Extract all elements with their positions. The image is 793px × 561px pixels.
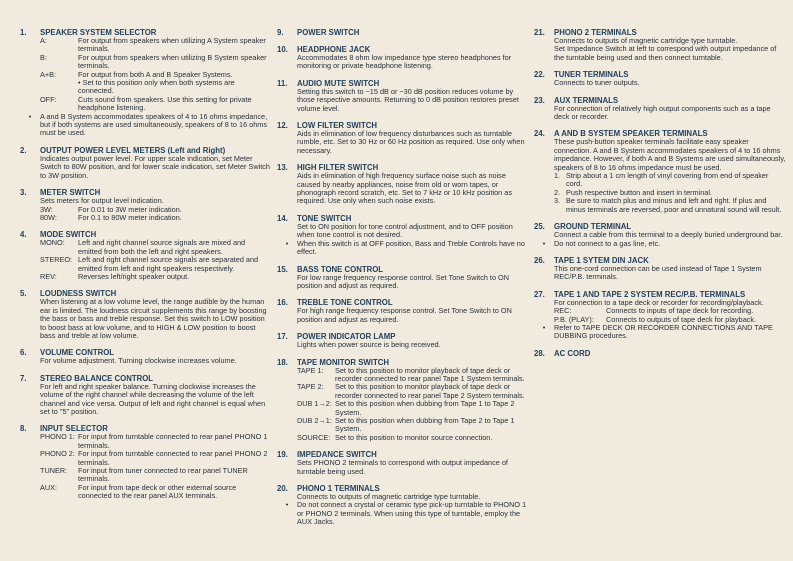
manual-section bbox=[20, 146, 270, 180]
section-heading bbox=[534, 349, 786, 358]
manual-section bbox=[534, 256, 786, 282]
note-text: Refer to TAPE DECK OR RECORDER CONNECTIONS AND TAPE DUBBING procedures. bbox=[554, 322, 773, 341]
section-body bbox=[277, 493, 527, 527]
manual-section bbox=[277, 332, 527, 349]
section-title: POWER INDICATOR LAMP bbox=[297, 332, 396, 342]
manual-section bbox=[277, 121, 527, 155]
section-number: 24. bbox=[534, 129, 545, 139]
section-body bbox=[277, 459, 527, 476]
section-number: 20. bbox=[277, 484, 288, 493]
manual-section bbox=[277, 484, 527, 527]
section-text: Set to ON position for tone control adjustment, and to OFF position when tone control is not desired. bbox=[297, 221, 513, 240]
setting-entry bbox=[40, 54, 270, 71]
section-text: For low range frequency response control. Set Tone Switch to ON position and adjust as required. bbox=[297, 272, 509, 290]
setting-desc: Connects to outputs of tape deck for playback. bbox=[606, 314, 757, 324]
section-body bbox=[277, 130, 527, 155]
bullet-mark: • bbox=[28, 111, 32, 121]
setting-key: B: bbox=[40, 52, 47, 62]
section-text: Accommodates 8 ohm low impedance type stereo headphones for monitoring or private headphone listening. bbox=[297, 53, 512, 71]
bullet-mark: • bbox=[542, 322, 546, 332]
section-text: For volume adjustment. Turning clockwise increases volume. bbox=[40, 356, 237, 366]
section-title: LOW FILTER SWITCH bbox=[297, 121, 377, 131]
manual-section bbox=[277, 163, 527, 206]
setting-desc: Set to this position to monitor source connection. bbox=[335, 432, 493, 442]
section-body bbox=[277, 367, 527, 443]
section-number: 19. bbox=[277, 450, 288, 460]
setting-desc: For input from turntable connected to rear panel PHONO 2 terminals. bbox=[78, 449, 268, 467]
section-title: TUNER TERMINALS bbox=[554, 70, 629, 80]
section-title: GROUND TERMINAL bbox=[554, 222, 632, 232]
setting-key: TUNER: bbox=[40, 466, 68, 476]
setting-key: DUB 2→1: bbox=[297, 415, 332, 425]
section-number: 9. bbox=[277, 28, 284, 37]
setting-entry bbox=[40, 96, 270, 113]
setting-entry bbox=[40, 239, 270, 256]
setting-desc: Set to this position to monitor playback of tape deck or recorder connected to rear panel Tape 1 System terminals. bbox=[335, 365, 525, 383]
setting-desc: For input from tape deck or other external source connected to the rear panel AUX terminals. bbox=[78, 482, 237, 501]
setting-key: A: bbox=[40, 36, 47, 45]
setting-entry bbox=[40, 79, 270, 96]
manual-section bbox=[534, 96, 786, 122]
section-text: For connection of relatively high output components such as a tape deck or recorder. bbox=[554, 103, 771, 122]
setting-desc: For output from speakers when utilizing B System speaker terminals. bbox=[78, 52, 267, 71]
section-body bbox=[534, 138, 786, 214]
section-title: LOUDNESS SWITCH bbox=[40, 289, 117, 299]
setting-desc: Left and right channel source signals are separated and emitted from left and right speakers respectively. bbox=[78, 255, 259, 273]
note-text: Do not connect a crystal or ceramic type pick-up turntable to PHONO 1 or PHONO 2 terminals. When using this type of turntable, employ the AUX Jacks. bbox=[297, 500, 527, 527]
setting-key: MONO: bbox=[40, 238, 65, 248]
section-heading bbox=[277, 28, 527, 37]
column-3 bbox=[534, 28, 786, 366]
section-number: 12. bbox=[277, 121, 288, 131]
note-item bbox=[534, 240, 786, 248]
manual-section bbox=[277, 298, 527, 324]
manual-section bbox=[277, 79, 527, 113]
setting-key: PHONO 1: bbox=[40, 432, 75, 442]
setting-entry bbox=[40, 214, 270, 222]
section-title: VOLUME CONTROL bbox=[40, 348, 115, 358]
section-title: BASS TONE CONTROL bbox=[297, 264, 384, 274]
setting-desc: Connects to inputs of tape deck for recording. bbox=[606, 306, 754, 316]
section-title: AUDIO MUTE SWITCH bbox=[297, 78, 380, 88]
setting-entry bbox=[40, 37, 270, 54]
section-body bbox=[20, 239, 270, 281]
section-number: 26. bbox=[534, 255, 545, 265]
manual-section bbox=[277, 45, 527, 71]
setting-desc: Set to this position to monitor playback of tape deck or recorder connected to rear panel Tape 2 System terminals. bbox=[335, 382, 525, 400]
section-number: 21. bbox=[534, 28, 545, 37]
manual-section bbox=[277, 450, 527, 476]
section-title: INPUT SELECTOR bbox=[40, 424, 108, 434]
note-text: When this switch is at OFF position, Bass and Treble Controls have no effect. bbox=[297, 238, 525, 257]
manual-section bbox=[277, 265, 527, 291]
section-number: 10. bbox=[277, 45, 288, 54]
setting-key: STEREO: bbox=[40, 255, 73, 265]
section-text: Connects to outputs of magnetic cartridge type turntable. bbox=[554, 36, 738, 45]
setting-desc: For input from tuner connected to rear panel TUNER terminals. bbox=[78, 466, 248, 484]
setting-entry bbox=[297, 400, 527, 417]
section-number: 7. bbox=[20, 373, 27, 383]
bullet-mark: • bbox=[542, 238, 546, 248]
setting-entry bbox=[297, 434, 527, 442]
section-body bbox=[534, 105, 786, 122]
section-text: Setting this switch to −15 dB or −30 dB position reduces volume by those respective amounts. Returning to 0 dB position restores preset volume level. bbox=[297, 86, 519, 113]
step-number: 2. bbox=[554, 187, 561, 197]
section-number: 28. bbox=[534, 348, 545, 358]
setting-key: PHONO 2: bbox=[40, 449, 75, 459]
manual-section bbox=[534, 129, 786, 214]
section-text: Aids in elimination of high frequency surface noise such as noise caused by nearby appliances, noise from old or worn tapes, or phonograph record scratch, etc. Set to 7 kHz or 10 kHz position as required. Use only when such noise exists. bbox=[297, 171, 512, 206]
setting-key: P.B. (PLAY): bbox=[554, 314, 594, 324]
setting-desc: Set to this position when dubbing from Tape 2 to Tape 1 System. bbox=[335, 415, 515, 434]
section-title: TONE SWITCH bbox=[297, 213, 352, 223]
setting-key: AUX: bbox=[40, 482, 58, 492]
section-number: 1. bbox=[20, 28, 27, 37]
setting-key: DUB 1→2: bbox=[297, 399, 332, 409]
setting-key bbox=[40, 79, 78, 96]
setting-key: 80W: bbox=[40, 212, 57, 222]
section-title: STEREO BALANCE CONTROL bbox=[40, 373, 154, 383]
section-number: 15. bbox=[277, 264, 288, 274]
bullet-mark: • bbox=[285, 500, 289, 510]
step-text: Push respective button and insert in terminal. bbox=[566, 187, 713, 197]
manual-section bbox=[20, 188, 270, 222]
section-body bbox=[277, 172, 527, 206]
manual-section bbox=[20, 230, 270, 281]
section-title: TAPE 1 AND TAPE 2 SYSTEM REC/P.B. TERMINALS bbox=[554, 289, 746, 299]
section-body bbox=[277, 54, 527, 71]
setting-desc: For output from speakers when utilizing A System speaker terminals. bbox=[78, 36, 266, 54]
section-title: TREBLE TONE CONTROL bbox=[297, 298, 393, 308]
manual-section bbox=[20, 28, 270, 138]
section-text: When listening at a low volume level, the range audible by the human ear is limited. The loudness circuit supplements this range by boosting the bass or bass and treble response. Set this switch to LOW position to boost bass at low volume, and to HIGH & LOW position to boost bass and treble at low volume. bbox=[40, 297, 267, 340]
section-body bbox=[277, 223, 527, 257]
section-title: PHONO 2 TERMINALS bbox=[554, 28, 637, 37]
note-item bbox=[277, 501, 527, 526]
section-body bbox=[20, 155, 270, 180]
note-item bbox=[277, 240, 527, 257]
section-title: POWER SWITCH bbox=[297, 28, 360, 37]
manual-section bbox=[534, 349, 786, 358]
bullet-mark: • bbox=[285, 238, 289, 248]
section-title: MODE SWITCH bbox=[40, 230, 97, 240]
step-number: 3. bbox=[554, 196, 561, 206]
section-number: 5. bbox=[20, 289, 27, 299]
setting-key: TAPE 2: bbox=[297, 382, 324, 392]
manual-section bbox=[534, 70, 786, 87]
setting-entry bbox=[40, 467, 270, 484]
section-text: This one-cord connection can be used instead of Tape 1 System REC/P.B. terminals. bbox=[554, 263, 762, 282]
section-title: TAPE 1 SYTEM DIN JACK bbox=[554, 255, 649, 265]
section-title: IMPEDANCE SWITCH bbox=[297, 450, 377, 460]
section-title: PHONO 1 TERMINALS bbox=[297, 484, 380, 493]
section-number: 2. bbox=[20, 145, 27, 155]
section-body bbox=[534, 265, 786, 282]
setting-key: A+B: bbox=[40, 69, 57, 79]
setting-key: SOURCE: bbox=[297, 432, 331, 442]
setting-desc: For 0.01 to 3W meter indication. bbox=[78, 204, 182, 214]
section-body bbox=[20, 383, 270, 417]
manual-section bbox=[534, 290, 786, 341]
note-text: A and B System accommodates speakers of 4 to 16 ohms impedance, but if both systems are used simultaneously, speakers of 8 to 16 ohms must be used. bbox=[40, 111, 268, 138]
section-number: 8. bbox=[20, 424, 27, 434]
section-number: 14. bbox=[277, 213, 288, 223]
manual-section bbox=[534, 222, 786, 248]
column-2 bbox=[277, 28, 527, 535]
setting-desc: For input from turntable connected to rear panel PHONO 1 terminals. bbox=[78, 432, 268, 450]
section-text: Set Impedance Switch at left to correspond with output impedance of the turntable being used and then connect turntable. bbox=[554, 44, 777, 62]
setting-key: REV: bbox=[40, 271, 57, 281]
section-number: 27. bbox=[534, 289, 545, 299]
section-body bbox=[20, 37, 270, 138]
setting-entry bbox=[297, 383, 527, 400]
section-title: SPEAKER SYSTEM SELECTOR bbox=[40, 28, 157, 37]
setting-entry bbox=[297, 417, 527, 434]
step-text: Be sure to match plus and minus and left and right. If plus and minus terminals are reversed, poor and unnatural sound will result. bbox=[566, 196, 782, 214]
setting-key: TAPE 1: bbox=[297, 365, 324, 375]
section-title: HEADPHONE JACK bbox=[297, 45, 371, 54]
section-body bbox=[20, 433, 270, 500]
step-number: 1. bbox=[554, 171, 561, 181]
section-text: Indicates output power level. For upper scale indication, set Meter Switch to 80W position, and for lower scale indication, set Meter Switch to 3W position. bbox=[40, 153, 270, 180]
setting-key: REC: bbox=[554, 306, 572, 316]
section-title: HIGH FILTER SWITCH bbox=[297, 163, 379, 173]
section-number: 18. bbox=[277, 357, 288, 367]
section-number: 25. bbox=[534, 222, 545, 232]
section-text: Sets PHONO 2 terminals to correspond with output impedance of turntable being used. bbox=[297, 458, 508, 476]
section-number: 4. bbox=[20, 230, 27, 240]
manual-section bbox=[277, 28, 527, 37]
section-title: A AND B SYSTEM SPEAKER TERMINALS bbox=[554, 129, 708, 139]
setting-key: 3W: bbox=[40, 204, 53, 214]
section-body bbox=[534, 37, 786, 62]
section-body bbox=[534, 79, 786, 87]
manual-section bbox=[277, 214, 527, 257]
section-text: Connects to tuner outputs. bbox=[554, 78, 640, 88]
manual-section bbox=[534, 28, 786, 62]
manual-section bbox=[277, 358, 527, 443]
section-number: 16. bbox=[277, 298, 288, 308]
section-body bbox=[277, 274, 527, 291]
setting-desc: Cuts sound from speakers. Use this setting for private headphone listening. bbox=[78, 94, 252, 113]
setting-desc: For output from both A and B Speaker Systems. bbox=[78, 69, 233, 79]
setting-desc: • Set to this position only when both systems are connected. bbox=[78, 78, 235, 96]
section-number: 23. bbox=[534, 95, 545, 105]
note-item bbox=[20, 113, 270, 138]
section-text: Sets meters for output level indication. bbox=[40, 196, 164, 206]
setting-desc: Left and right channel source signals are mixed and emitted from both the left and right speakers. bbox=[78, 238, 246, 256]
section-text: For high range frequency response control. Set Tone Switch to ON position and adjust as required. bbox=[297, 306, 512, 324]
setting-entry bbox=[297, 367, 527, 384]
section-number: 3. bbox=[20, 188, 27, 198]
setting-desc: Reverses left/right speaker output. bbox=[78, 271, 190, 281]
section-body bbox=[534, 299, 786, 341]
setting-entry bbox=[40, 273, 270, 281]
section-body bbox=[277, 341, 527, 349]
column-1 bbox=[20, 28, 270, 509]
section-body bbox=[20, 357, 270, 365]
section-title: METER SWITCH bbox=[40, 188, 101, 198]
step-text: Strip about a 1 cm length of vinyl covering from end of speaker cord. bbox=[566, 171, 769, 189]
note-text: Do not connect to a gas line, etc. bbox=[554, 238, 661, 248]
section-text: These push-button speaker terminals facilitate easy speaker connection. A and B System accommodates speakers of 4 to 16 ohms impedance. However, if both A and B Systems are used simultaneously, speakers of 8 to 16 ohms impedance must be used. bbox=[554, 137, 786, 172]
section-text: Lights when power source is being received. bbox=[297, 340, 441, 350]
section-title: TAPE MONITOR SWITCH bbox=[297, 357, 389, 367]
section-text: For left and right speaker balance. Turning clockwise increases the volume of the right channel while decreasing the volume of the left channel and vice versa. Output of left and right channel is equal when set to "5" position. bbox=[40, 381, 266, 416]
section-body bbox=[20, 197, 270, 222]
section-text: Aids in elimination of low frequency disturbances such as turntable rumble, etc. Set to 30 Hz or 60 Hz position as required. Use only when necessary. bbox=[297, 129, 525, 155]
section-body bbox=[534, 231, 786, 248]
section-title: OUTPUT POWER LEVEL METERS (Left and Right) bbox=[40, 145, 226, 155]
manual-section bbox=[20, 374, 270, 417]
setting-desc: For 0.1 to 80W meter indication. bbox=[78, 212, 182, 222]
setting-entry bbox=[40, 433, 270, 450]
section-text: Connects to outputs of magnetic cartridge type turntable. bbox=[297, 492, 481, 501]
setting-entry bbox=[40, 256, 270, 273]
section-number: 22. bbox=[534, 70, 545, 80]
setting-desc: Set to this position when dubbing from Tape 1 to Tape 2 System. bbox=[335, 399, 515, 417]
manual-section bbox=[20, 424, 270, 500]
step-item bbox=[554, 197, 786, 214]
section-title: AC CORD bbox=[554, 348, 591, 358]
section-text: Connect a cable from this terminal to a deeply buried underground bar. bbox=[554, 230, 783, 240]
manual-section bbox=[20, 289, 270, 340]
section-title: AUX TERMINALS bbox=[554, 95, 619, 105]
section-number: 13. bbox=[277, 163, 288, 173]
section-number: 17. bbox=[277, 332, 288, 342]
setting-entry bbox=[40, 484, 270, 501]
manual-section bbox=[20, 348, 270, 365]
setting-entry bbox=[40, 450, 270, 467]
section-number: 11. bbox=[277, 78, 288, 88]
section-body bbox=[20, 298, 270, 340]
section-number: 6. bbox=[20, 348, 27, 358]
section-body bbox=[277, 307, 527, 324]
step-item bbox=[554, 172, 786, 189]
section-text: For connection to a tape deck or recorder for recording/playback. bbox=[554, 297, 764, 307]
setting-key: OFF: bbox=[40, 94, 57, 104]
note-item bbox=[534, 324, 786, 341]
section-body bbox=[277, 88, 527, 113]
